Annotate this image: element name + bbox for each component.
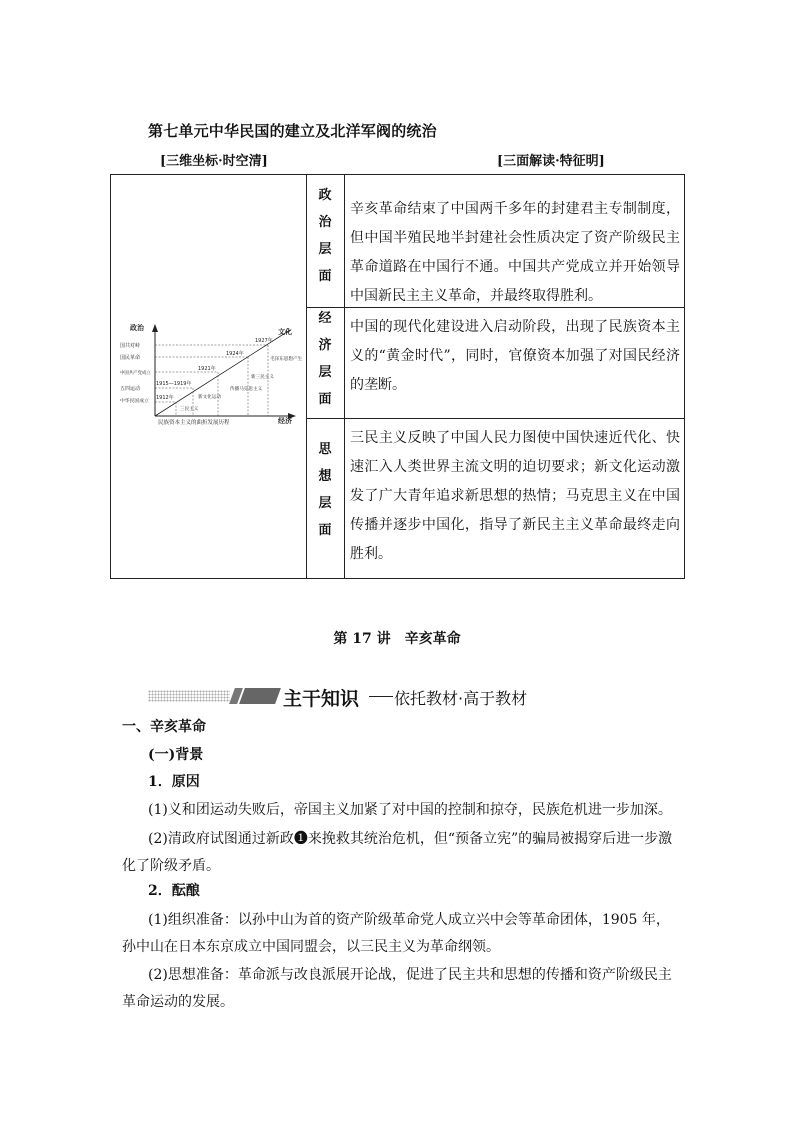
analysis-header: [三面解读·特征明] — [497, 154, 605, 169]
row-text-politics: 辛亥革命结束了中国两千多年的封建君主专制制度，但中国半殖民地半封建社会性质决定了资产阶级民主革命道路在中国行不通。中国共产党成立并开始领导中国新民主主义革命，并最终取得胜利。 — [350, 201, 680, 304]
timeline-header: [三维坐标·时空清] — [160, 154, 268, 169]
paragraph: (2)清政府试图通过新政❶来挽救其统治危机，但“预备立宪”的骗局被揭穿后进一步激化了阶级矛盾。 — [122, 831, 673, 874]
banner-title: 主干知识 — [283, 688, 360, 710]
development-diagram — [118, 318, 304, 428]
y-item: 中国共产党成立 — [120, 371, 151, 376]
unit-title: 第七单元中华民国的建立及北洋军阀的统治 — [148, 122, 437, 140]
table-row-divider — [306, 418, 685, 419]
culture-item: 传播马克思主义 — [230, 387, 263, 392]
point-heading: 2．酝酿 — [148, 883, 200, 899]
banner-dash — [369, 696, 393, 697]
culture-label: 文化 — [278, 328, 292, 336]
y-item: 中华民国成立 — [120, 399, 149, 404]
banner-subtitle: 依托教材·高于教材 — [394, 689, 528, 708]
culture-item: 三民主义 — [180, 407, 199, 412]
year-label: 1924年 — [226, 351, 244, 357]
y-item: 国民革命 — [120, 355, 141, 361]
row-text-economy: 中国的现代化建设进入启动阶段，出现了民族资本主义的“黄金时代”，同时，官僚资本加强了对国民经济的垄断。 — [350, 319, 680, 393]
culture-item: 新文化运动 — [198, 395, 221, 400]
y-axis-label: 政治 — [130, 324, 144, 332]
subsection-heading: (一)背景 — [148, 747, 204, 763]
paragraph: (2)思想准备：革命派与改良派展开论战，促进了民主共和思想的传播和资产阶级民主革命运动的发展。 — [122, 967, 672, 1010]
row-label-thought: 思 想 层 面 — [318, 442, 332, 538]
lecture-title: 第 17 讲 辛亥革命 — [333, 631, 461, 647]
section-heading: 一、辛亥革命 — [122, 719, 206, 735]
year-label: 1915—1919年 — [156, 381, 192, 387]
year-label: 1912年 — [156, 395, 174, 401]
year-label: 1921年 — [198, 366, 216, 372]
row-label-politics: 政 治 层 面 — [318, 188, 332, 284]
banner-bar — [239, 688, 281, 704]
year-label: 1927年 — [255, 338, 273, 344]
culture-item: 新三民主义 — [251, 375, 274, 380]
table-divider — [344, 174, 345, 579]
point-heading: 1．原因 — [148, 774, 200, 790]
row-text-thought: 三民主义反映了中国人民力图使中国快速近代化、快速汇入人类世界主流文明的迫切要求；新文化运动激发了广大青年追求新思想的热情；马克思主义在中国传播并逐步中国化，指导了新民主主义革命最终走向胜利。 — [350, 430, 680, 562]
banner-dots — [148, 690, 230, 702]
y-item: 国共对峙 — [120, 343, 141, 349]
culture-item: 毛泽东思想产生 — [270, 357, 303, 362]
row-label-economy: 经 济 层 面 — [318, 311, 332, 407]
x-axis-caption: 民族资本主义的曲折发展历程 — [158, 420, 230, 426]
paragraph: (1)组织准备：以孙中山为首的资产阶级革命党人成立兴中会等革命团体，1905 年，孙中山在日本东京成立中国同盟会，以三民主义为革命纲领。 — [122, 912, 670, 955]
y-item: 五四运动 — [120, 386, 141, 392]
x-axis-label: 经济 — [278, 417, 292, 425]
paragraph: (1)义和团运动失败后，帝国主义加紧了对中国的控制和掠夺，民族危机进一步加深。 — [148, 802, 672, 818]
